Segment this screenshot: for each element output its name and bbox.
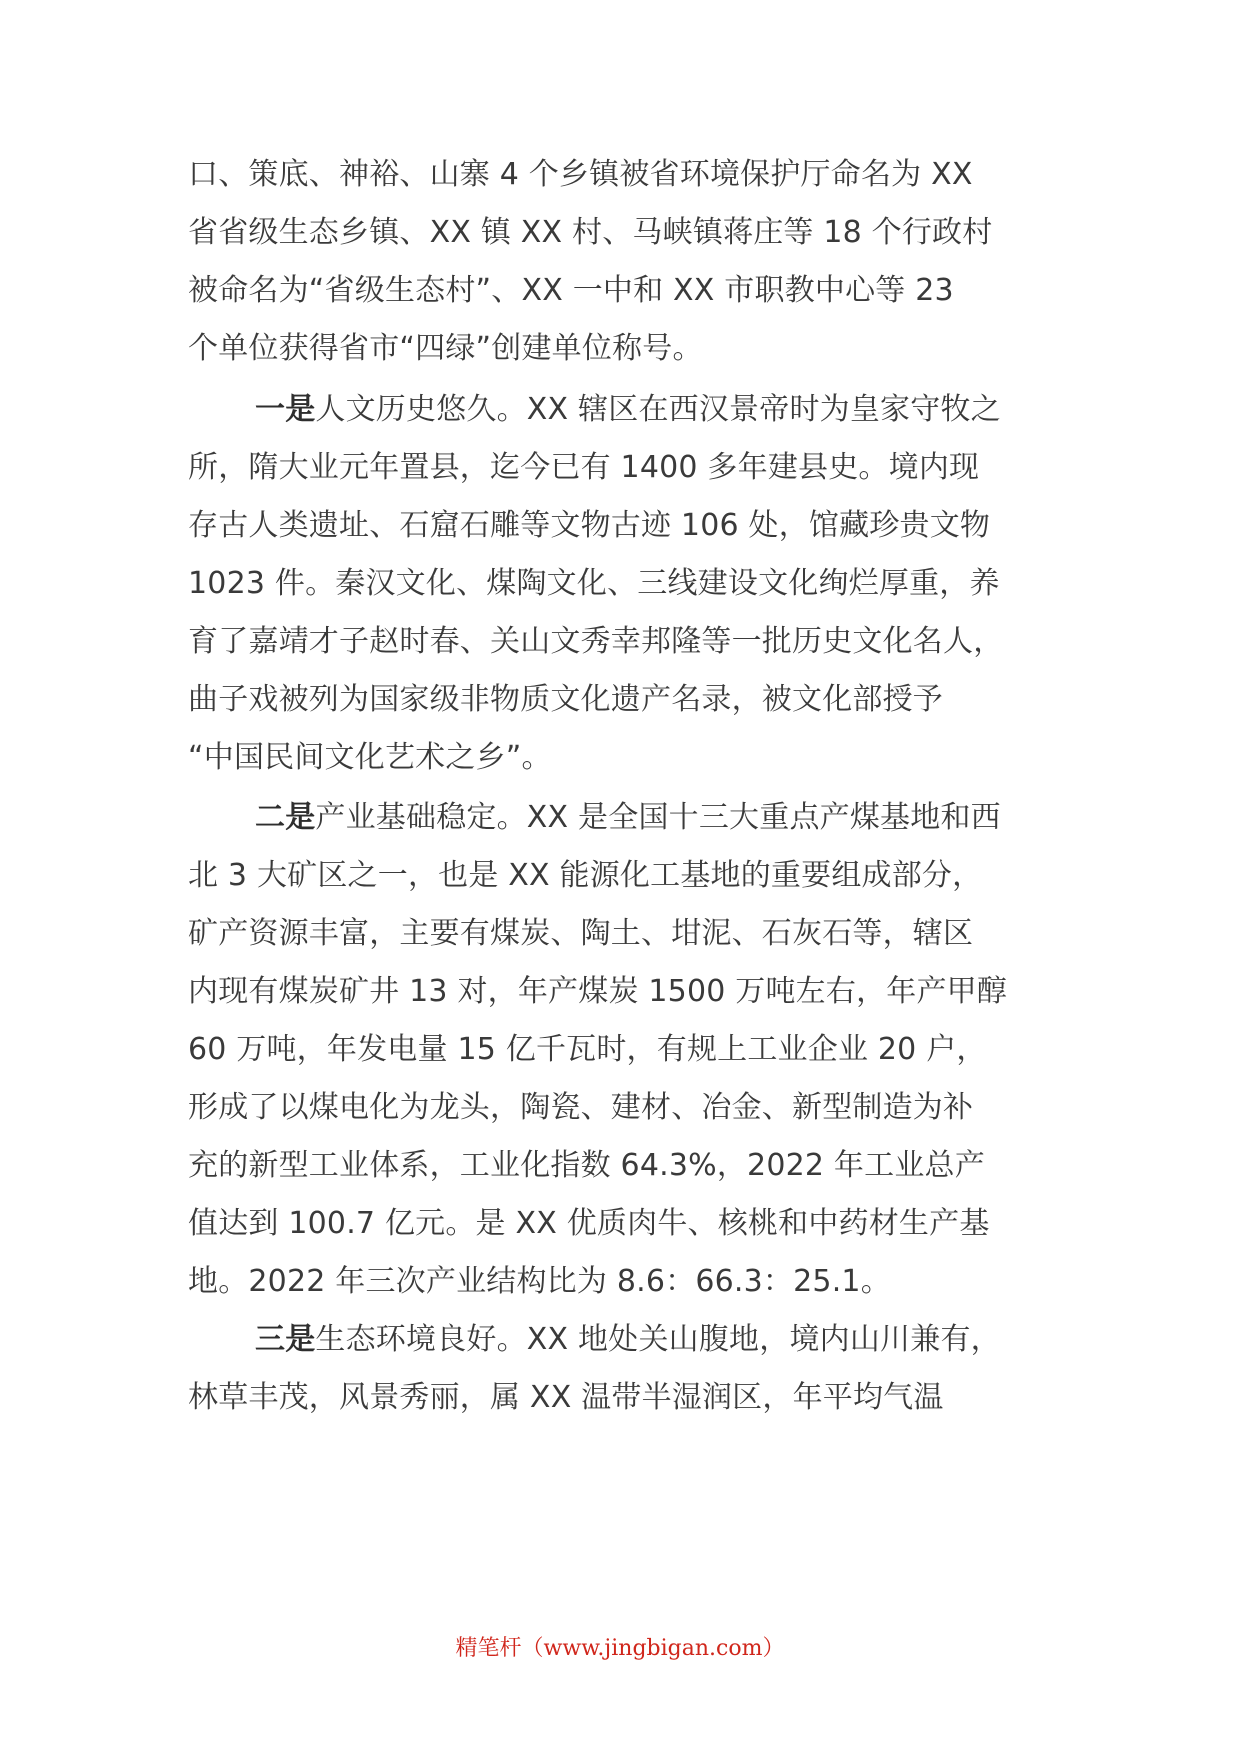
text-line: 所，隋大业元年置县，迄今已有 1400 多年建县史。境内现	[188, 450, 980, 485]
text-line: 60 万吨，年发电量 15 亿千瓦时，有规上工业企业 20 户，	[188, 1032, 987, 1067]
text-line: 曲子戏被列为国家级非物质文化遗产名录，被文化部授予	[188, 682, 943, 717]
paragraph-1-text: 人文历史悠久。XX 辖区在西汉景帝时为皇家守牧之	[315, 392, 1001, 427]
text-line: 林草丰茂，风景秀丽，属 XX 温带半湿润区，年平均气温	[188, 1380, 944, 1415]
text-line: 存古人类遗址、石窟石雕等文物古迹 106 处，馆藏珍贵文物	[188, 508, 991, 543]
paragraph-3-first-line	[255, 1320, 1001, 1360]
text-line: 被命名为“省级生态村”、XX 一中和 XX 市职教中心等 23	[188, 273, 954, 308]
text-line: 口、策底、神裕、山寨 4 个乡镇被省环境保护厅命名为 XX	[188, 157, 973, 192]
paragraph-2-first-line	[255, 798, 1001, 838]
text-line: 省省级生态乡镇、XX 镇 XX 村、马峡镇蒋庄等 18 个行政村	[188, 215, 993, 250]
text-line: 矿产资源丰富，主要有煤炭、陶土、坩泥、石灰石等，辖区	[188, 916, 974, 951]
text-line: 个单位获得省市“四绿”创建单位称号。	[188, 331, 703, 366]
paragraph-3-lead: 三是	[255, 1322, 316, 1357]
text-line: 1023 件。秦汉文化、煤陶文化、三线建设文化绚烂厚重，养	[188, 566, 1000, 601]
paragraph-2-lead: 二是	[255, 800, 316, 835]
paragraph-1-lead: 一是	[255, 392, 316, 427]
footer-watermark: 精笔杆（www.jingbigan.com）	[455, 1636, 785, 1661]
paragraph-3-text: 生态环境良好。XX 地处关山腹地，境内山川兼有，	[315, 1322, 1001, 1357]
text-line: “中国民间文化艺术之乡”。	[188, 740, 552, 775]
text-line: 充的新型工业体系，工业化指数 64.3%，2022 年工业总产	[188, 1148, 985, 1183]
text-line: 育了嘉靖才子赵时春、关山文秀幸邦隆等一批历史文化名人，	[188, 624, 1004, 659]
text-line: 值达到 100.7 亿元。是 XX 优质肉牛、核桃和中药材生产基	[188, 1206, 990, 1241]
text-line: 北 3 大矿区之一，也是 XX 能源化工基地的重要组成部分，	[188, 858, 983, 893]
text-line: 内现有煤炭矿井 13 对，年产煤炭 1500 万吨左右，年产甲醇	[188, 974, 1008, 1009]
paragraph-2-text: 产业基础稳定。XX 是全国十三大重点产煤基地和西	[315, 800, 1001, 835]
text-line: 地。2022 年三次产业结构比为 8.6：66.3：25.1。	[188, 1264, 891, 1299]
paragraph-1-first-line	[255, 390, 1001, 430]
text-line: 形成了以煤电化为龙头，陶瓷、建材、冶金、新型制造为补	[188, 1090, 974, 1125]
